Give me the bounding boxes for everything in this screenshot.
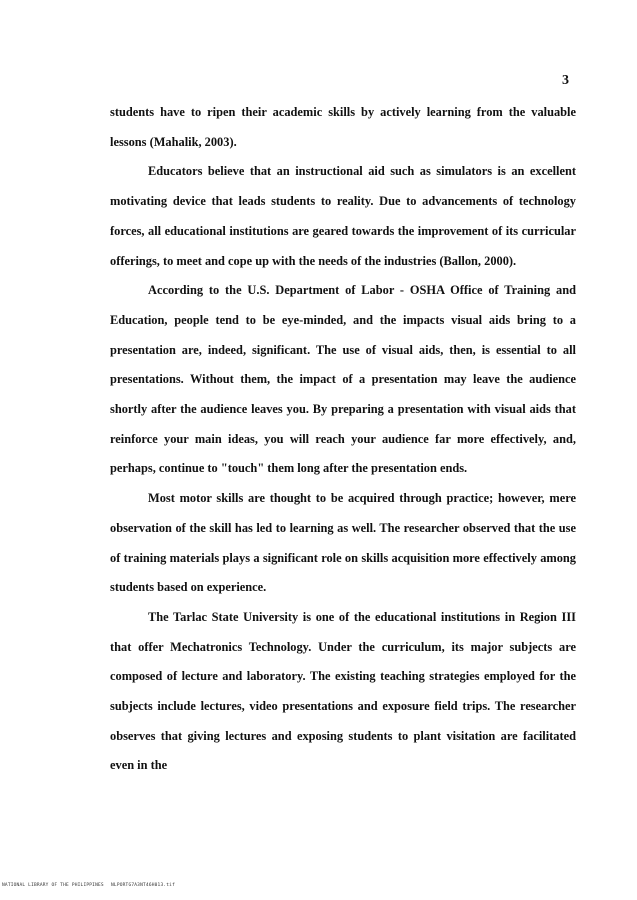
document-body [110,98,576,781]
paragraph-4: Most motor skills are thought to be acquired through practice; however, mere observation of the skill has led to learning as well. The researcher observed that the use of training materials plays a significant role on skills acquisition more effectively among students based on experience. [110,491,576,595]
footer-library-stamp: NATIONAL LIBRARY OF THE PHILIPPINES [2,883,104,888]
paragraph-3: According to the U.S. Department of Labor - OSHA Office of Training and Education, people tend to be eye-minded, and the impacts visual aids bring to a presentation are, indeed, significant. The use of visual aids, then, is essential to all presentations. Without them, the impact of a presentation may leave the audience shortly after the audience leaves you. By preparing a presentation with visual aids that reinforce your main ideas, you will reach your audience far more effectively, and, perhaps, continue to "touch" them long after the presentation ends. [110,283,576,476]
paragraph-2: Educators believe that an instructional aid such as simulators is an excellent motivating device that leads students to reality. Due to advancements of technology forces, all educational institutions are geared towards the improvement of its curricular offerings, to meet and cope up with the needs of the industries (Ballon, 2000). [110,164,576,268]
paragraph-5: The Tarlac State University is one of the educational institutions in Region III that offer Mechatronics Technology. Under the curriculum, its major subjects are composed of lecture and laboratory. The existing teaching strategies employed for the subjects include lectures, video presentations and exposure field trips. The researcher observes that giving lectures and exposing students to plant visitation are facilitated even in the [110,609,576,773]
footer-file-id: NLPORTG7A3NT46H013.tif [111,883,176,888]
page-number: 3 [562,73,569,88]
paragraph-1: students have to ripen their academic skills by actively learning from the valuable lessons (Mahalik, 2003). [110,105,576,149]
